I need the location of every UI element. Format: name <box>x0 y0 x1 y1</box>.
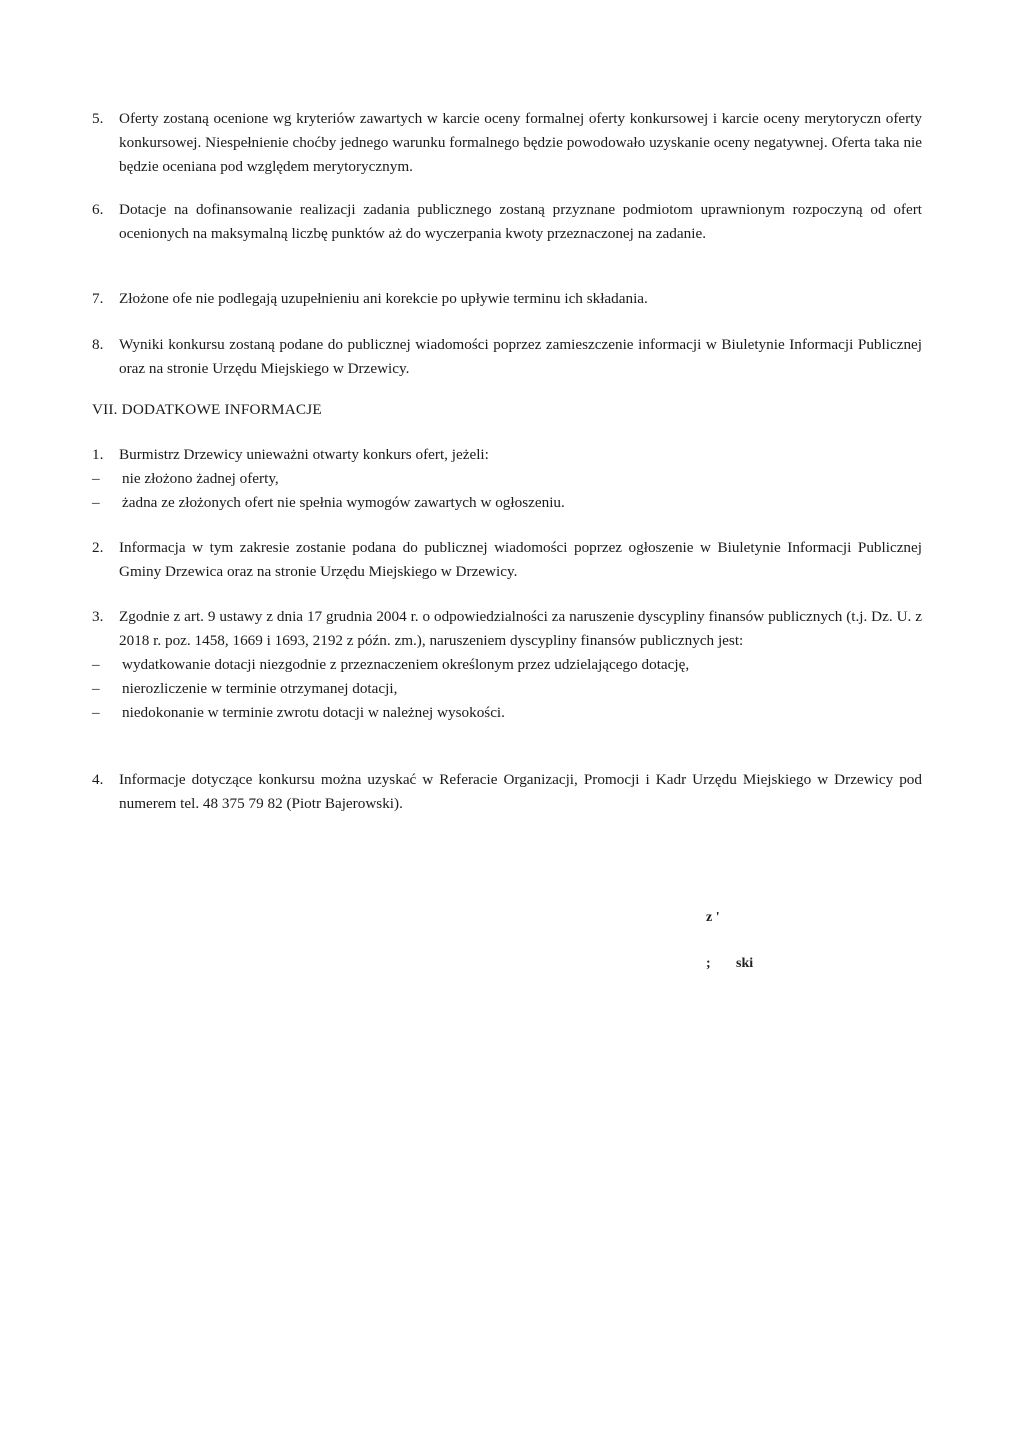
item-number: 5. <box>92 110 104 127</box>
item-text: Burmistrz Drzewicy unieważni otwarty konkurs ofert, jeżeli: <box>119 446 489 463</box>
list-item-2 <box>92 536 922 584</box>
item-number: 7. <box>92 290 104 307</box>
list-item-7 <box>92 287 922 311</box>
item-number: 3. <box>92 608 104 625</box>
item-text: Wyniki konkursu zostaną podane do publicznej wiadomości poprzez zamieszczenie informacji w Biuletynie Informacji Publicznej oraz na stronie Urzędu Miejskiego w Drzewicy. <box>119 336 922 377</box>
list-item-4 <box>92 768 922 816</box>
dash-list-item: – niedokonanie w terminie zwrotu dotacji w należnej wysokości. <box>92 701 922 725</box>
dash-list-item: – nie złożono żadnej oferty, <box>92 467 922 491</box>
signature-fragment-1: z ' <box>706 910 720 925</box>
list-item-3 <box>92 605 922 725</box>
dash-list <box>92 653 922 725</box>
item-number: 4. <box>92 771 104 788</box>
dash-list <box>92 467 922 515</box>
dash-list-item: – nierozliczenie w terminie otrzymanej dotacji, <box>92 677 922 701</box>
list-item-1 <box>92 443 922 515</box>
item-number: 6. <box>92 201 104 218</box>
item-text: Zgodnie z art. 9 ustawy z dnia 17 grudnia 2004 r. o odpowiedzialności za naruszenie dyscypliny finansów publicznych (t.j. Dz. U. z 2018 r. poz. 1458, 1669 i 1693, 2192 z późn. zm.), naruszeniem dyscypliny finansów publicznych jest: <box>119 608 922 649</box>
section-heading: VII. DODATKOWE INFORMACJE <box>92 401 322 418</box>
dash-list-item: – wydatkowanie dotacji niezgodnie z przeznaczeniem określonym przez udzielającego dotację, <box>92 653 922 677</box>
signature-mark: ; <box>706 956 711 971</box>
list-item-5 <box>92 107 922 179</box>
list-item-6 <box>92 198 922 246</box>
item-number: 2. <box>92 539 104 556</box>
item-number: 8. <box>92 336 104 353</box>
signature-fragment-2 <box>706 952 753 976</box>
list-item-8 <box>92 333 922 381</box>
item-text: Oferty zostaną ocenione wg kryteriów zawartych w karcie oceny formalnej oferty konkursowej i karcie oceny merytoryczn oferty konkursowej. Niespełnienie choćby jednego warunku formalnego będzie powodowało uzyskanie oceny negatywnej. Oferta taka nie będzie oceniana pod względem merytorycznym. <box>119 110 922 175</box>
item-text: Dotacje na dofinansowanie realizacji zadania publicznego zostaną przyznane podmiotom uprawnionym rozpoczyną od ofert ocenionych na maksymalną liczbę punktów aż do wyczerpania kwoty przeznaczonej na zadanie. <box>119 201 922 242</box>
dash-list-item: – żadna ze złożonych ofert nie spełnia wymogów zawartych w ogłoszeniu. <box>92 491 922 515</box>
item-number: 1. <box>92 446 104 463</box>
item-text: Informacje dotyczące konkursu można uzyskać w Referacie Organizacji, Promocji i Kadr Urzędu Miejskiego w Drzewicy pod numerem tel. 48 375 79 82 (Piotr Bajerowski). <box>119 771 922 812</box>
item-text: Złożone ofe nie podlegają uzupełnieniu ani korekcie po upływie terminu ich składania. <box>119 290 648 307</box>
item-text: Informacja w tym zakresie zostanie podana do publicznej wiadomości poprzez ogłoszenie w Biuletynie Informacji Publicznej Gminy Drzewica oraz na stronie Urzędu Miejskiego w Drzewicy. <box>119 539 922 580</box>
signature-text: ski <box>736 956 754 971</box>
